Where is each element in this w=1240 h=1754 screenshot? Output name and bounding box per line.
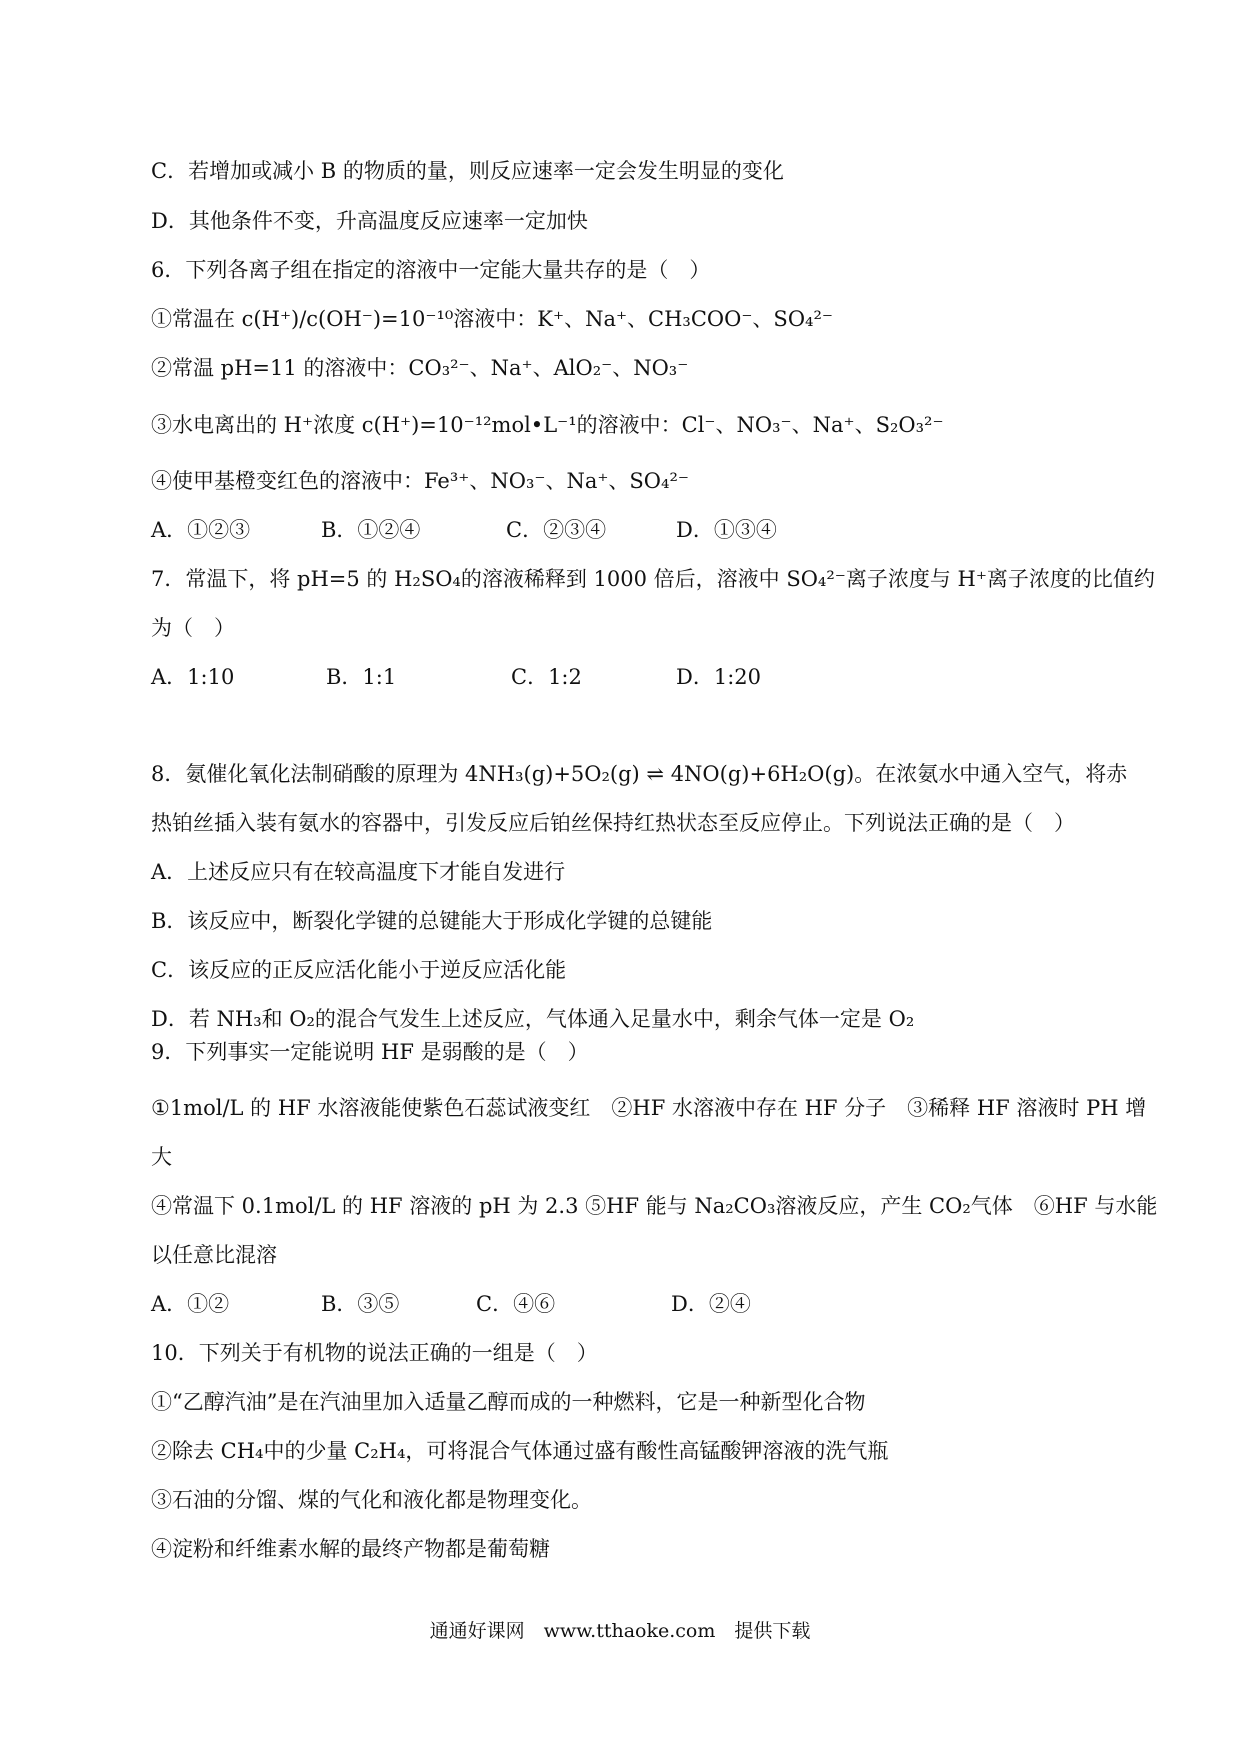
q7-option-d: D．1:20 bbox=[676, 665, 761, 689]
q6-options bbox=[151, 515, 1111, 545]
q8-stem-line-2: 热铂丝插入装有氨水的容器中，引发反应后铂丝保持红热状态至反应停止。下列说法正确的是（ ） bbox=[151, 811, 1075, 835]
q10-statement-4: ④淀粉和纤维素水解的最终产物都是葡萄糖 bbox=[151, 1537, 550, 1561]
q6-statement-3: ③水电离出的 H⁺浓度 c(H⁺)=10⁻¹²mol•L⁻¹的溶液中：Cl⁻、NO₃⁻、Na⁺、S₂O₃²⁻ bbox=[151, 413, 944, 437]
q6-option-d: D．①③④ bbox=[676, 518, 777, 542]
q9-option-c: C．④⑥ bbox=[476, 1292, 556, 1316]
q6-stem: 6．下列各离子组在指定的溶液中一定能大量共存的是（ ） bbox=[151, 258, 711, 282]
q6-statement-4: ④使甲基橙变红色的溶液中：Fe³⁺、NO₃⁻、Na⁺、SO₄²⁻ bbox=[151, 469, 689, 493]
page-footer: 通通好课网 www.tthaoke.com 提供下载 bbox=[429, 1620, 811, 1642]
q10-statement-3: ③石油的分馏、煤的气化和液化都是物理变化。 bbox=[151, 1488, 592, 1512]
q9-option-a: A．①② bbox=[151, 1292, 230, 1316]
q7-options bbox=[151, 662, 1111, 692]
q9-options bbox=[151, 1289, 1111, 1319]
q9-statement-1a: ①1mol/L 的 HF 水溶液能使紫色石蕊试液变红 ②HF 水溶液中存在 HF 分子 ③稀释 HF 溶液时 PH 增 bbox=[151, 1096, 1147, 1120]
q6-option-a: A．①②③ bbox=[151, 518, 251, 542]
q6-statement-1: ①常温在 c(H⁺)/c(OH⁻)=10⁻¹⁰溶液中：K⁺、Na⁺、CH₃COO⁻、SO₄²⁻ bbox=[151, 307, 833, 331]
q10-statement-1: ①“乙醇汽油”是在汽油里加入适量乙醇而成的一种燃料，它是一种新型化合物 bbox=[151, 1390, 866, 1414]
q9-statement-2a: ④常温下 0.1mol/L 的 HF 溶液的 pH 为 2.3 ⑤HF 能与 Na₂CO₃溶液反应，产生 CO₂气体 ⑥HF 与水能 bbox=[151, 1194, 1158, 1218]
q7-option-a: A．1:10 bbox=[151, 665, 235, 689]
q8-option-c: C．该反应的正反应活化能小于逆反应活化能 bbox=[151, 958, 567, 982]
q7-option-b: B．1:1 bbox=[326, 665, 397, 689]
q8-option-b: B．该反应中，断裂化学键的总键能大于形成化学键的总键能 bbox=[151, 909, 713, 933]
q7-stem-line-2: 为（ ） bbox=[151, 616, 235, 640]
q5-option-c: C．若增加或减小 B 的物质的量，则反应速率一定会发生明显的变化 bbox=[151, 159, 784, 183]
q9-stem: 9．下列事实一定能说明 HF 是弱酸的是（ ） bbox=[151, 1040, 589, 1064]
q9-option-d: D．②④ bbox=[671, 1292, 751, 1316]
q6-option-c: C．②③④ bbox=[506, 518, 607, 542]
q9-statement-2b: 以任意比混溶 bbox=[151, 1243, 277, 1267]
q7-stem-line-1: 7．常温下，将 pH=5 的 H₂SO₄的溶液稀释到 1000 倍后，溶液中 SO₄²⁻离子浓度与 H⁺离子浓度的比值约 bbox=[151, 567, 1155, 591]
q6-statement-2: ②常温 pH=11 的溶液中：CO₃²⁻、Na⁺、AlO₂⁻、NO₃⁻ bbox=[151, 356, 689, 380]
q9-option-b: B．③⑤ bbox=[321, 1292, 400, 1316]
q8-option-d: D．若 NH₃和 O₂的混合气发生上述反应，气体通入足量水中，剩余气体一定是 O₂ bbox=[151, 1007, 915, 1031]
q10-stem: 10．下列关于有机物的说法正确的一组是（ ） bbox=[151, 1341, 598, 1365]
q9-statement-1b: 大 bbox=[151, 1145, 172, 1169]
q10-statement-2: ②除去 CH₄中的少量 C₂H₄，可将混合气体通过盛有酸性高锰酸钾溶液的洗气瓶 bbox=[151, 1439, 889, 1463]
q5-option-d: D．其他条件不变，升高温度反应速率一定加快 bbox=[151, 209, 588, 233]
q6-option-b: B．①②④ bbox=[321, 518, 421, 542]
q7-option-c: C．1:2 bbox=[511, 665, 582, 689]
q8-option-a: A．上述反应只有在较高温度下才能自发进行 bbox=[151, 860, 566, 884]
q8-stem-line-1: 8．氨催化氧化法制硝酸的原理为 4NH₃(g)+5O₂(g) ⇌ 4NO(g)+6H₂O(g)。在浓氨水中通入空气，将赤 bbox=[151, 762, 1128, 786]
